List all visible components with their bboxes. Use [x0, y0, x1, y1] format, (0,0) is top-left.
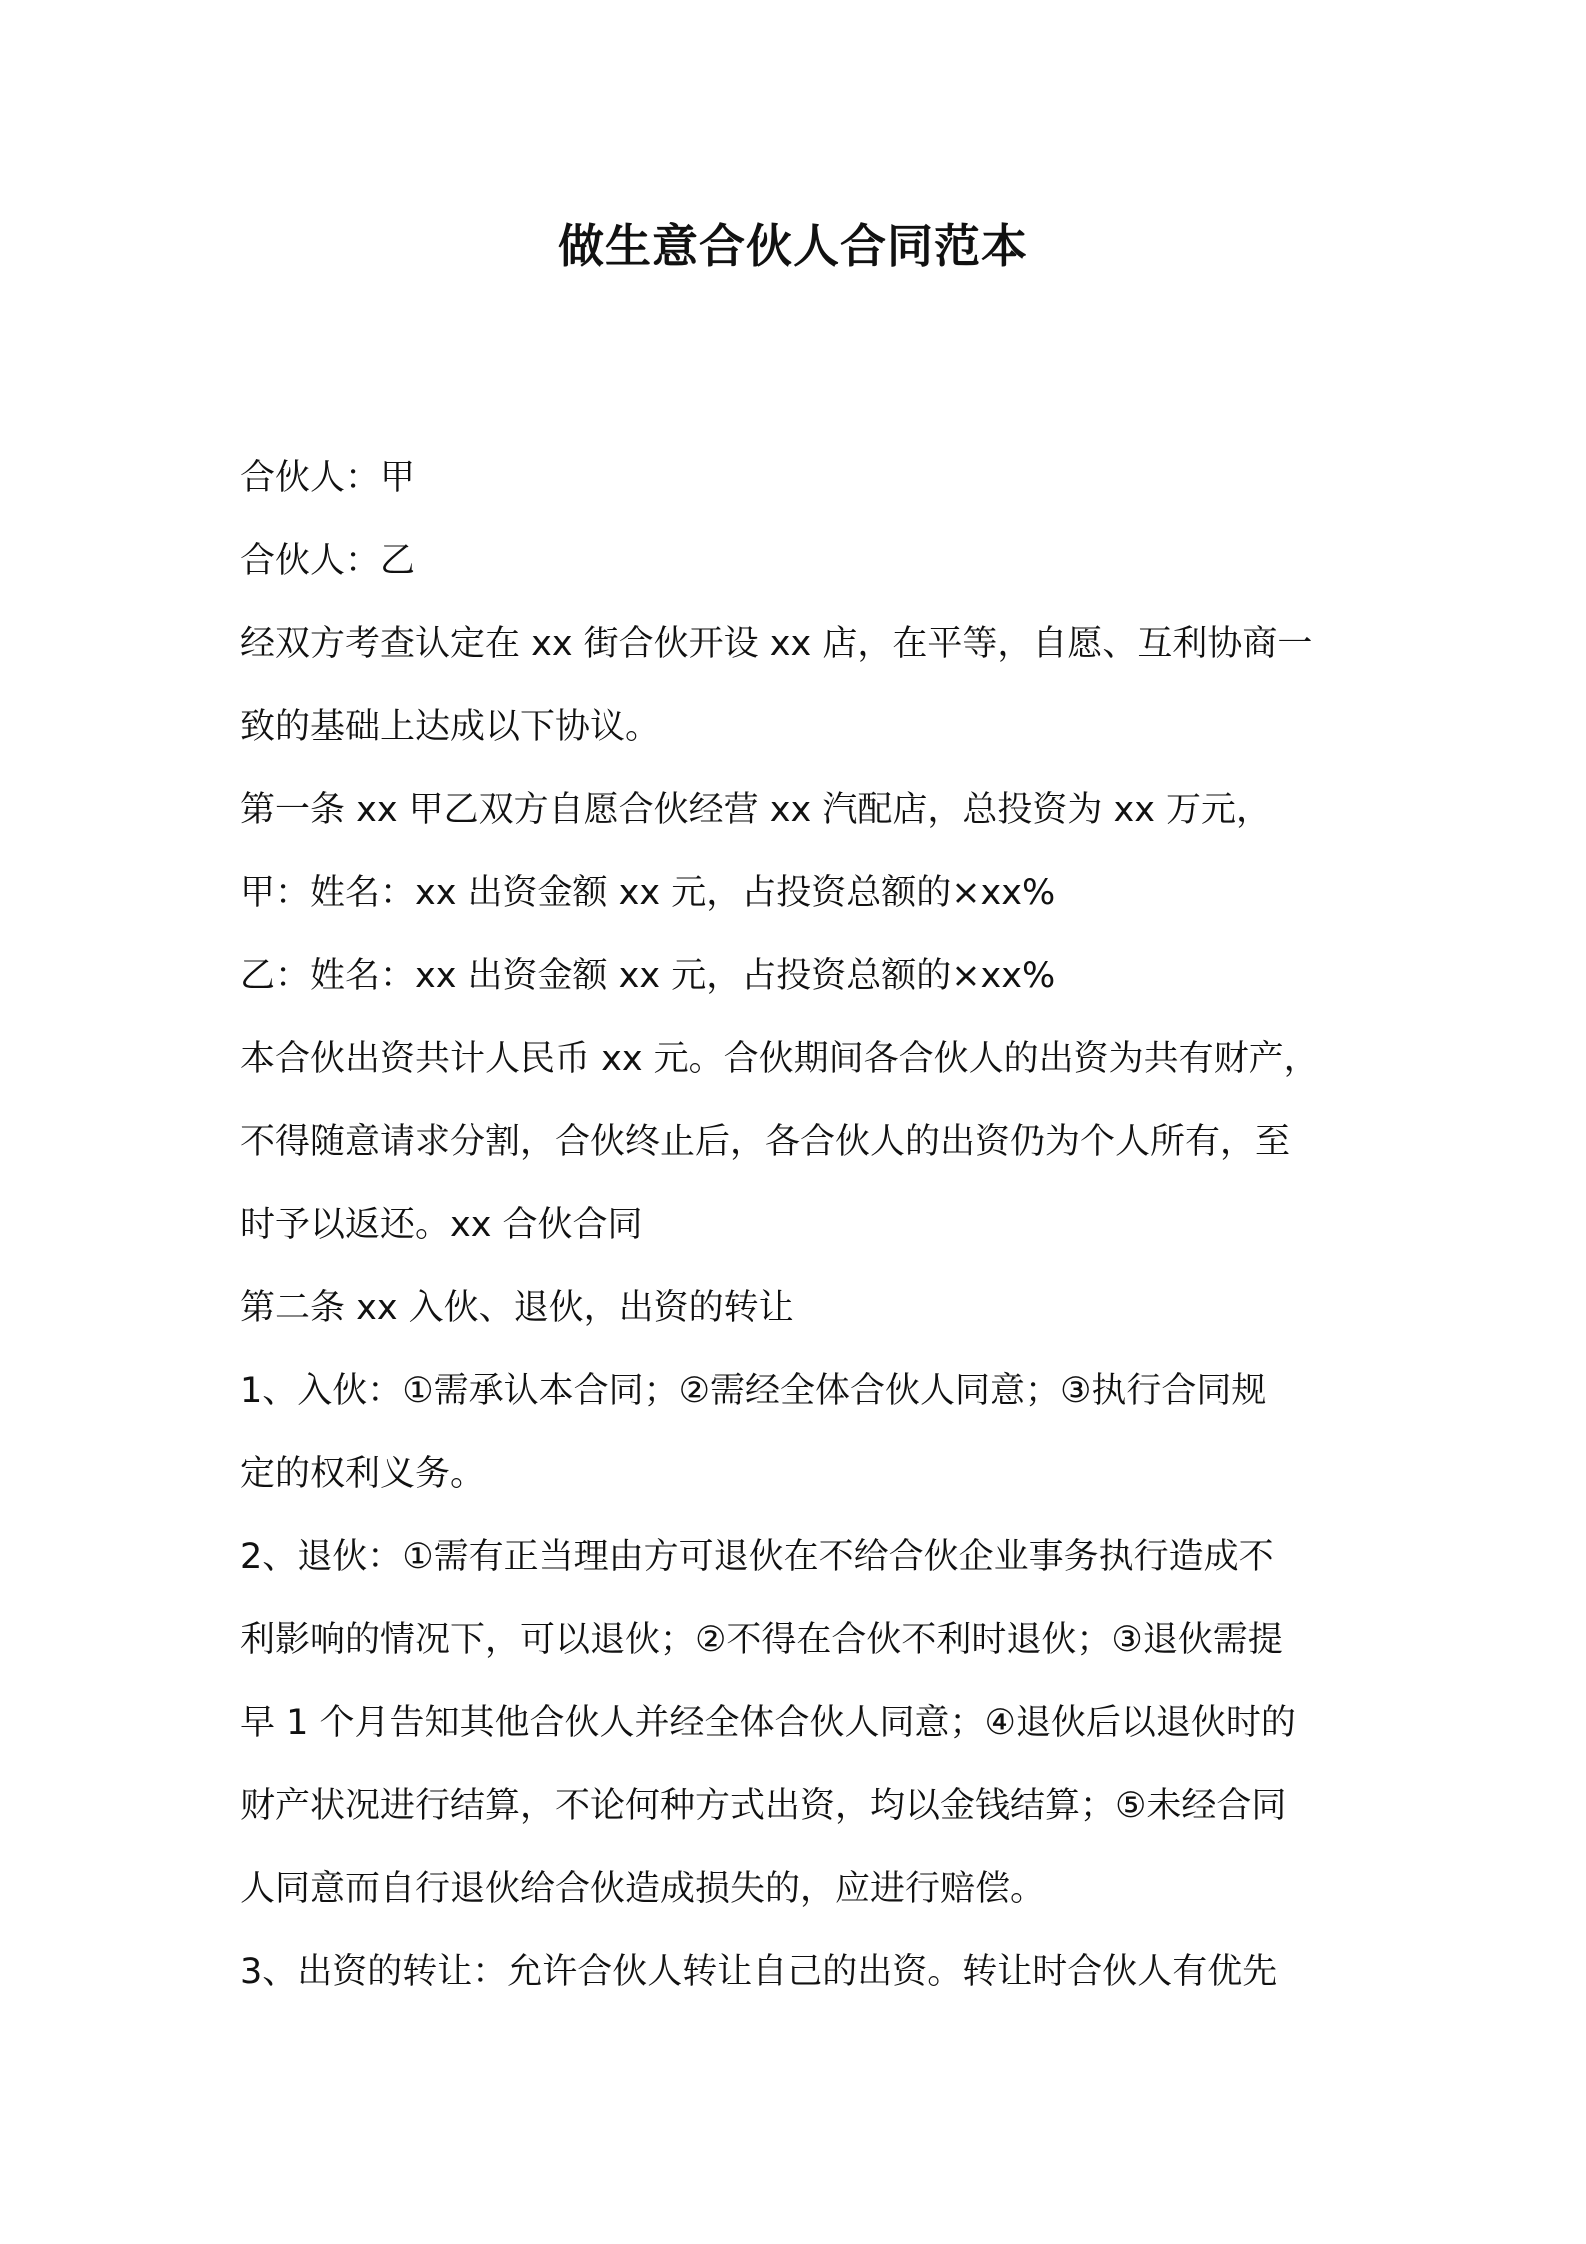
capital-line-2: 不得随意请求分割，合伙终止后，各合伙人的出资仍为个人所有，至	[240, 1122, 1291, 1162]
withdrawal-line-5: 人同意而自行退伙给合伙造成损失的，应进行赔偿。	[240, 1869, 1046, 1909]
withdrawal-line-1: 2、退伙：①需有正当理由方可退伙在不给合伙企业事务执行造成不	[240, 1537, 1274, 1577]
admission-line-1: 1、入伙：①需承认本合同；②需经全体合伙人同意；③执行合同规	[240, 1371, 1267, 1411]
capital-line-1: 本合伙出资共计人民币 xx 元。合伙期间各合伙人的出资为共有财产，	[240, 1039, 1319, 1079]
party-b-investment: 乙：姓名：xx 出资金额 xx 元，占投资总额的×xx%	[240, 956, 1056, 996]
transfer-line-1: 3、出资的转让：允许合伙人转让自己的出资。转让时合伙人有优先	[240, 1952, 1278, 1992]
preamble-line-1: 经双方考查认定在 xx 街合伙开设 xx 店，在平等，自愿、互利协商一	[240, 624, 1313, 664]
preamble-line-2: 致的基础上达成以下协议。	[240, 707, 661, 747]
partner-b-line: 合伙人：乙	[240, 541, 416, 581]
capital-line-3: 时予以返还。xx 合伙合同	[240, 1205, 643, 1245]
partner-a-line: 合伙人：甲	[240, 458, 416, 498]
article-2-heading: 第二条 xx 入伙、退伙，出资的转让	[240, 1288, 794, 1328]
withdrawal-line-2: 利影响的情况下，可以退伙；②不得在合伙不利时退伙；③退伙需提	[240, 1620, 1283, 1660]
document-title: 做生意合伙人合同范本	[558, 219, 1028, 273]
admission-line-2: 定的权利义务。	[240, 1454, 486, 1494]
article-1-heading: 第一条 xx 甲乙双方自愿合伙经营 xx 汽配店，总投资为 xx 万元，	[240, 790, 1272, 830]
withdrawal-line-3: 早 1 个月告知其他合伙人并经全体合伙人同意；④退伙后以退伙时的	[240, 1703, 1296, 1743]
withdrawal-line-4: 财产状况进行结算，不论何种方式出资，均以金钱结算；⑤未经合同	[240, 1786, 1287, 1826]
party-a-investment: 甲：姓名：xx 出资金额 xx 元，占投资总额的×xx%	[240, 873, 1056, 913]
